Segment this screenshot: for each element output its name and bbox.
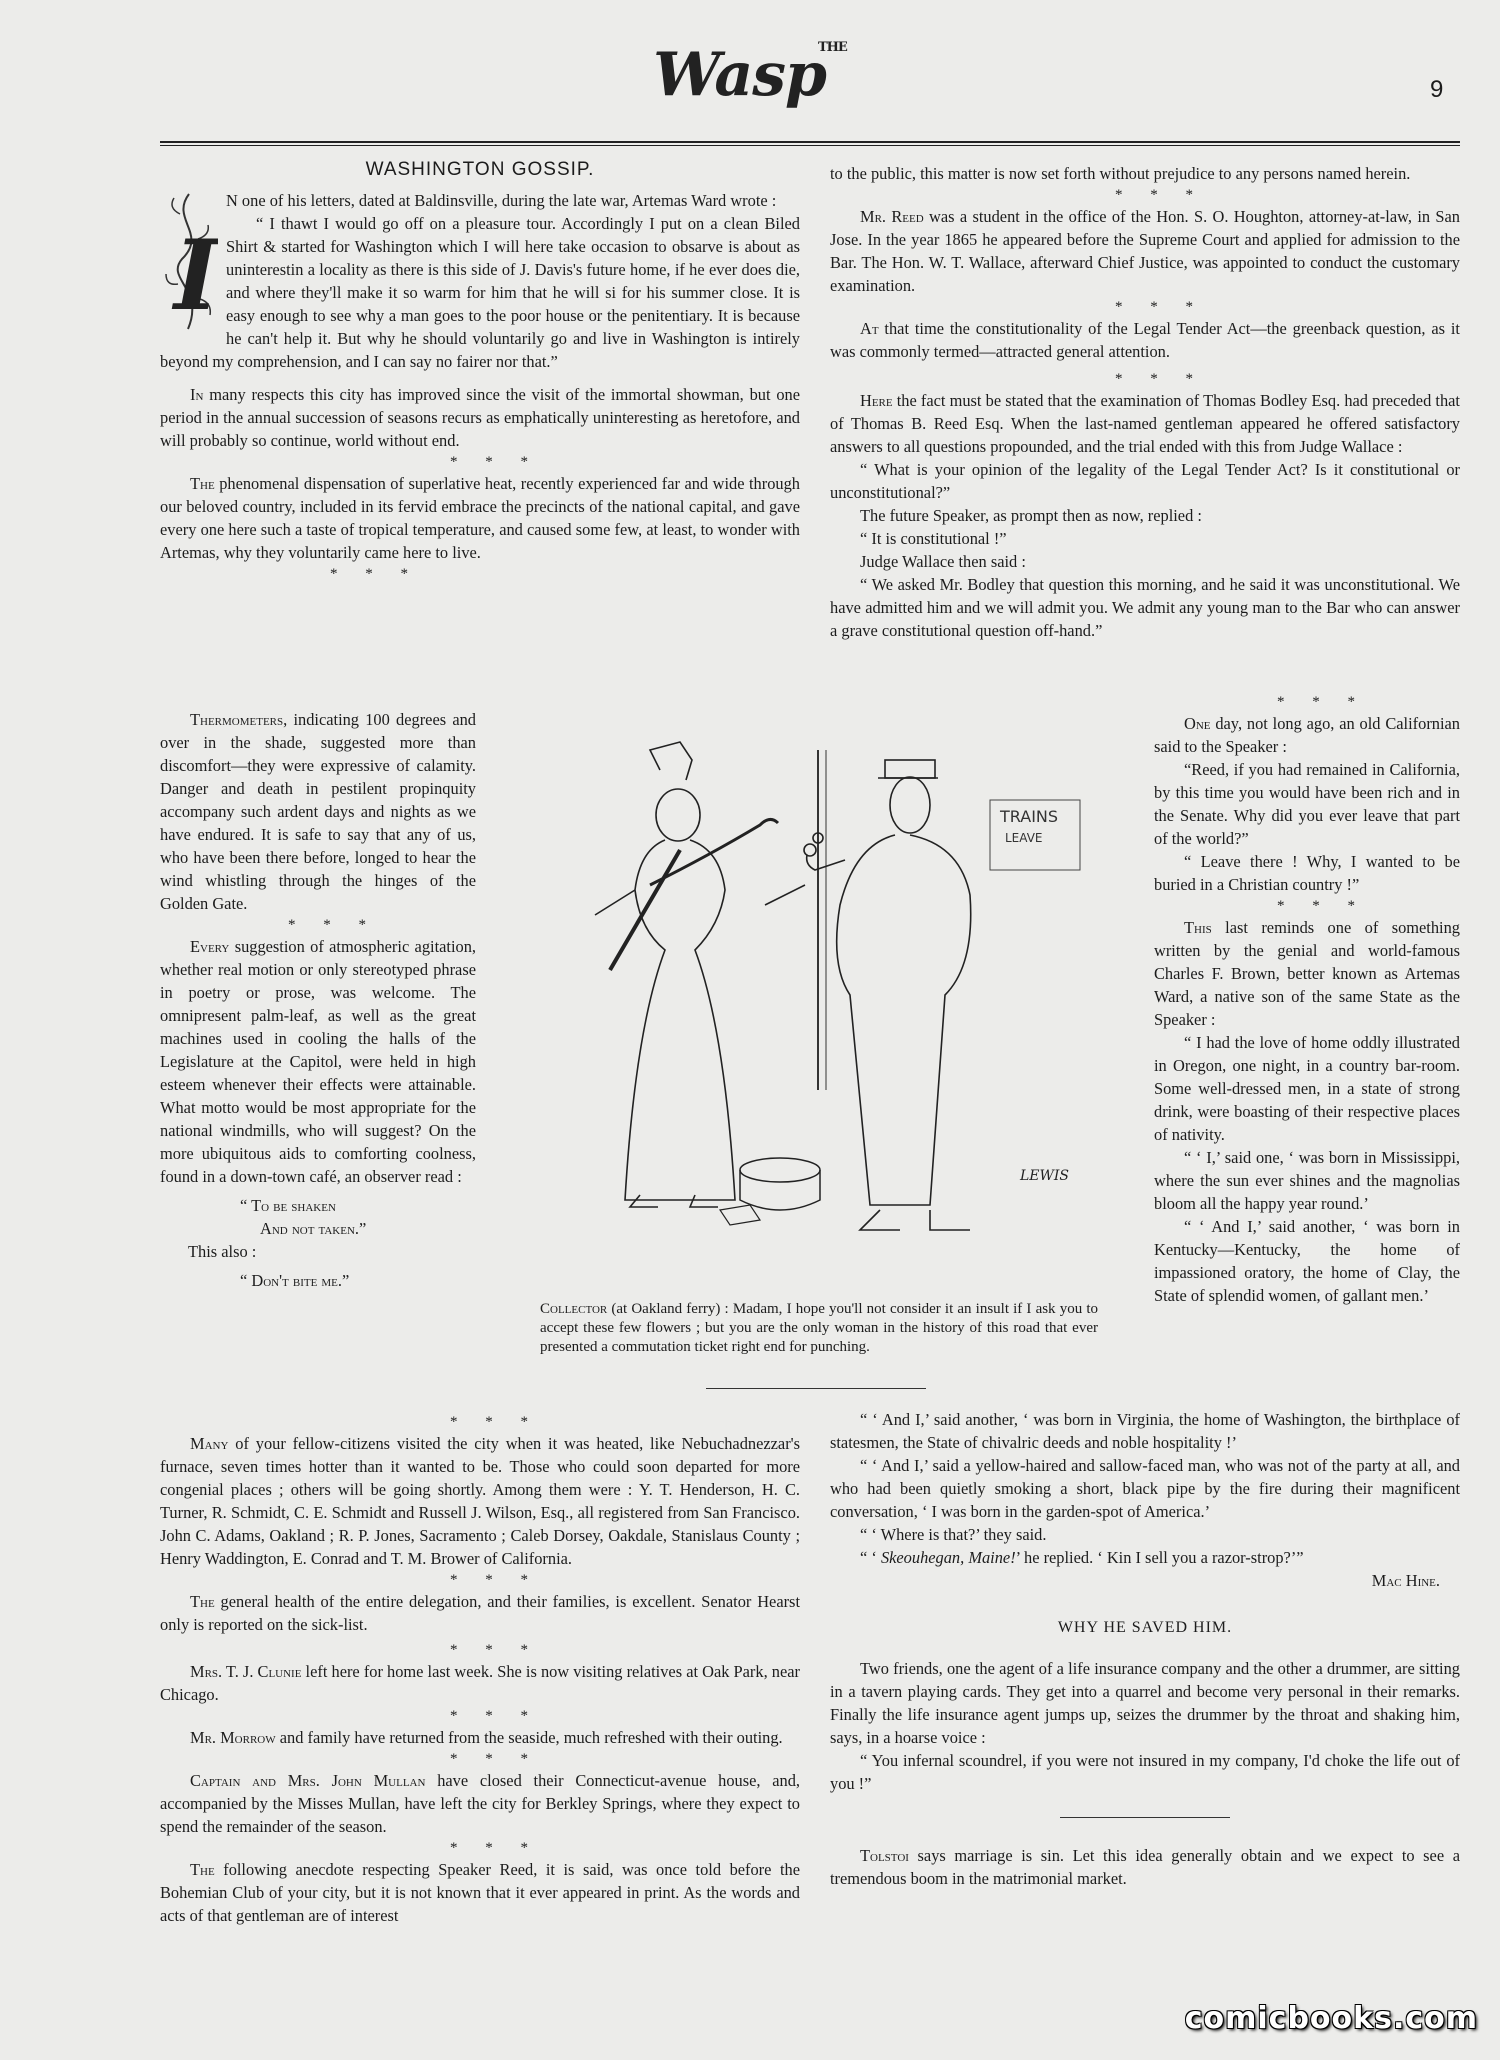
quote-paragraph: “ We asked Mr. Bodley that question this morning, and he said it was unconstitutional. We have admitted him and we will admit you. We admit any young man to the Bar who can answer a grave constitutional question off-hand.” <box>830 575 1460 640</box>
asterism: * * * <box>450 1840 540 1856</box>
paragraph: At that time the constitutionality of the Legal Tender Act—the greenback question, as it was commonly termed—attracted general attention. <box>830 319 1460 361</box>
paragraph: Mrs. T. J. Clunie left here for home last week. She is now visiting relatives at Oak Park, near Chicago. <box>160 1662 800 1704</box>
asterism: * * * <box>450 1572 540 1588</box>
gossip-left-top <box>160 158 800 584</box>
asterism: * * * <box>1115 187 1205 203</box>
collector-figure <box>804 760 971 1230</box>
asterism: * * * <box>330 566 420 582</box>
signature: Mac Hine. <box>1371 1571 1440 1590</box>
article-title: WASHINGTON GOSSIP. <box>365 159 595 180</box>
paragraph: Captain and Mrs. John Mullan have closed their Connecticut-avenue house, and, accompanied by the Misses Mullan, have left the city for Berkley Springs, where they expect to spend the remainder of the season. <box>160 1771 800 1836</box>
gossip-right-bottom <box>830 1408 1460 1890</box>
quote-paragraph: “Reed, if you had remained in California, by this time you would have been rich and in the Senate. Why did you ever leave that part of the world?” <box>1154 760 1460 848</box>
motto-line: And not taken.” <box>260 1219 367 1238</box>
asterism: * * * <box>288 917 378 933</box>
paragraph: Mr. Reed was a student in the office of the Hon. S. O. Houghton, attorney-at-law, in San Jose. In the year 1865 he appeared before the Supreme Court and applied for admission to the Bar. The Hon. W. T. Wallace, afterward Chief Justice, was appointed to conduct the customary examination. <box>830 207 1460 295</box>
masthead-the: THE <box>817 40 847 55</box>
quote-paragraph: “ I thawt I would go off on a pleasure tour. Accordingly I put on a clean Biled Shirt & started for Washington which I will here take occasion to obsarve is about as uninterestin a locality as there is this side of J. Davis's future home, if he ever does die, and where they'll make it so warm for him that he will si for his summer close. It is easy enough to see why a man goes to the poor house or the penitentiary. It is because he can't help it. But why he should voluntarily go and live in Washington is intirely beyond my comprehension, and I can say no fairer nor that.” <box>160 214 800 371</box>
caption-divider <box>706 1388 926 1389</box>
paragraph: The phenomenal dispensation of superlative heat, recently experienced far and wide through our beloved country, included in its fervid embrace the precincts of the national capital, and gave every one here such a taste of tropical temperature, and caused some few, at least, to wonder with Artemas, why they voluntarily came here to live. <box>160 474 800 562</box>
quote-paragraph: “ You infernal scoundrel, if you were not insured in my company, I'd choke the life out of you !” <box>830 1751 1460 1793</box>
vine-ornament-icon <box>160 189 218 339</box>
paragraph: Two friends, one the agent of a life insurance company and the other a drummer, are sitting in a tavern playing cards. They get into a quarrel and become very personal in their remarks. Finally the life insurance agent jumps up, seizes the drummer by the throat and shaking him, says, in a hoarse voice : <box>830 1659 1460 1747</box>
section-title: WHY HE SAVED HIM. <box>1057 1619 1233 1636</box>
asterism: * * * <box>1115 299 1205 315</box>
section-divider <box>1060 1817 1230 1818</box>
paragraph: Tolstoi says marriage is sin. Let this idea generally obtain and we expect to see a tremendous boom in the matrimonial market. <box>830 1846 1460 1888</box>
asterism: * * * <box>1277 898 1367 914</box>
masthead-title: Wasp <box>653 40 826 110</box>
paragraph: Many of your fellow-citizens visited the city when it was heated, like Nebuchadnezzar's furnace, seven times hotter than it wanted to be. Those who could soon departed for more congenial places ; others will be going shortly. Among them were : Y. T. Henderson, H. C. Turner, R. Schmidt, C. E. Schmidt and Russell J. Wilson, Esq., all registered from San Francisco. John C. Adams, Oakland ; R. P. Jones, Sacramento ; Caleb Dorsey, Oakdale, Stanislaus County ; Henry Waddington, E. Conrad and T. M. Brower of California. <box>160 1434 800 1568</box>
paragraph: to the public, this matter is now set forth without prejudice to any persons named herein. <box>830 164 1411 183</box>
gossip-right-top <box>830 162 1460 642</box>
cartoon-drawing <box>500 710 1112 1290</box>
asterism: * * * <box>1115 371 1205 387</box>
gossip-right-narrow <box>1154 692 1460 1307</box>
quote-paragraph: “ ‘ Where is that?’ they said. <box>860 1525 1047 1544</box>
quote-paragraph: “ It is constitutional !” <box>860 529 1007 548</box>
quote-paragraph: “ Leave there ! Why, I wanted to be buried in a Christian country !” <box>1154 852 1460 894</box>
motto-line: “ Don't bite me.” <box>240 1271 350 1290</box>
header-rule-thin <box>160 145 1460 146</box>
header-rule <box>160 141 1460 143</box>
svg-text:LEWIS: LEWIS <box>1020 1168 1070 1184</box>
paragraph: One day, not long ago, an old Californian said to the Speaker : <box>1154 714 1460 756</box>
masthead <box>0 40 1500 110</box>
woman-figure <box>595 742 805 1207</box>
paragraph: Here the fact must be stated that the examination of Thomas Bodley Esq. had preceded that of Thomas B. Reed Esq. When the last-named gentleman appeared he offered satisfactory answers to all questions propounded, and the trial ended with this from Judge Wallace : <box>830 391 1460 456</box>
quote-paragraph: “ ‘ And I,’ said another, ‘ was born in Kentucky—Kentucky, the home of impassioned oratory, the home of Clay, the State of splendid women, of gallant men.’ <box>1154 1217 1460 1305</box>
watermark-logo: comicbooks.com <box>1184 2001 1478 2036</box>
quote-paragraph: “ ‘ I,’ said one, ‘ was born in Mississippi, where the sun ever shines and the magnolias bloom all the happy year round.’ <box>1154 1148 1460 1213</box>
quote-paragraph: “ ‘ And I,’ said a yellow-haired and sallow-faced man, who was not of the party at all, and who had been quietly smoking a short, black pipe by the fire during their magnificent conversation, ‘ I was born in the garden-spot of America.’ <box>830 1456 1460 1521</box>
gossip-left-bottom <box>160 1412 800 1927</box>
asterism: * * * <box>450 1751 540 1767</box>
paragraph: N one of his letters, dated at Baldinsville, during the late war, Artemas Ward wrote : <box>226 191 777 210</box>
quote-paragraph: “ ‘ And I,’ said another, ‘ was born in Virginia, the home of Washington, the birthplace of statesmen, the State of chivalric deeds and noble hospitality !’ <box>830 1410 1460 1452</box>
ornate-dropcap <box>160 189 218 339</box>
cartoon-illustration <box>500 710 1112 1290</box>
paragraph: Thermometers, indicating 100 degrees and over in the shade, suggested more than discomfort—they were expressive of calamity. Danger and death in pestilent propinquity accompany such ardent days and nights as we have endured. It is safe to say that any of us, who have been there before, longed to hear the wind whistling through the hinges of the Golden Gate. <box>160 710 476 913</box>
paragraph: This last reminds one of something written by the genial and world-famous Charles F. Brown, better known as Artemas Ward, a native son of the same State as the Speaker : <box>1154 918 1460 1029</box>
quote-paragraph: “ I had the love of home oddly illustrated in Oregon, one night, in a country bar-room. Some well-dressed men, in a state of strong drink, were boasting of their respective places of nativity. <box>1154 1033 1460 1144</box>
caption-lead: Collector <box>540 1301 608 1317</box>
caption-text: (at Oakland ferry) : Madam, I hope you'll not consider it an insult if I ask you to accept these few flowers ; but you are the only woman in the history of this road that ever presented a commutation ticket right end for punching. <box>540 1301 1098 1355</box>
asterism: * * * <box>450 1708 540 1724</box>
paragraph: The following anecdote respecting Speaker Reed, it is said, was once told before the Bohemian Club of your city, but it is not known that it ever appeared in print. As the words and acts of that gentleman are of interest <box>160 1860 800 1925</box>
paragraph: The future Speaker, as prompt then as now, replied : <box>860 506 1202 525</box>
svg-text:LEAVE: LEAVE <box>1005 831 1043 845</box>
paragraph: This also : <box>188 1242 257 1261</box>
svg-text:I: I <box>174 219 218 332</box>
asterism: * * * <box>450 1414 540 1430</box>
gossip-left-narrow <box>160 708 476 1292</box>
asterism: * * * <box>450 454 540 470</box>
asterism: * * * <box>450 1642 540 1658</box>
quote-paragraph: “ What is your opinion of the legality of the Legal Tender Act? Is it constitutional or unconstitutional?” <box>830 460 1460 502</box>
paragraph: Every suggestion of atmospheric agitation, whether real motion or only stereotyped phrase in poetry or prose, was welcome. The omnipresent palm-leaf, as well as the great machines used in cooling the halls of the Legislature at the Capitol, were held in high esteem whenever their effects were attainable. What motto would be most appropriate for the national windmills, who will suggest? On the more ubiquitous aids to comforting coolness, found in a down-town café, an observer read : <box>160 937 476 1186</box>
paragraph: In many respects this city has improved since the visit of the immortal showman, but one period in the annual succession of seasons recurs as emphatically uninteresting as heretofore, and will probably so continue, world without end. <box>160 385 800 450</box>
page-number: 9 <box>1430 76 1444 103</box>
cartoon-caption <box>540 1300 1098 1357</box>
paragraph: Mr. Morrow and family have returned from the seaside, much refreshed with their outing. <box>190 1728 783 1747</box>
motto-line: “ To be shaken <box>240 1196 336 1215</box>
svg-text:TRAINS: TRAINS <box>1000 807 1059 826</box>
quote-paragraph: “ ‘ Skeouhegan, Maine!’ he replied. ‘ Kin I sell you a razor-strop?’” <box>860 1548 1304 1567</box>
asterism: * * * <box>1277 694 1367 710</box>
paragraph: The general health of the entire delegation, and their families, is excellent. Senator Hearst only is reported on the sick-list. <box>160 1592 800 1634</box>
paragraph: Judge Wallace then said : <box>860 552 1026 571</box>
